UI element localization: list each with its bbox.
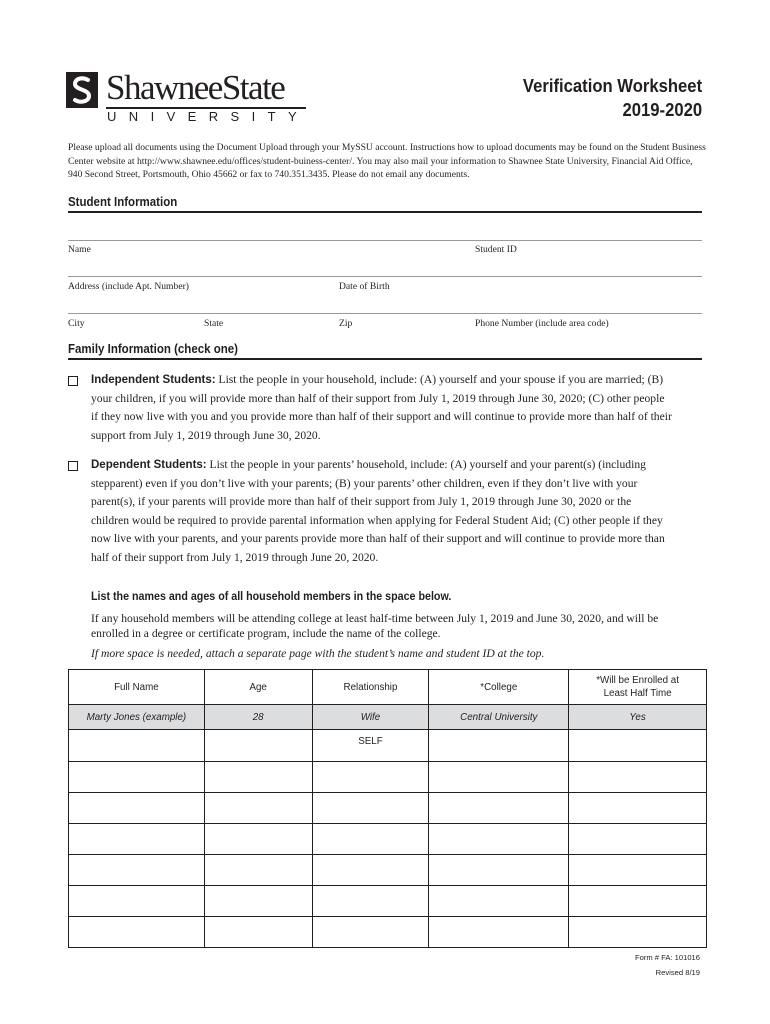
dependent-student-checkbox[interactable] bbox=[68, 461, 78, 471]
address-label: Address (include Apt. Number) bbox=[68, 281, 189, 292]
paragraph-line: Independent Students: List the people in your household, include: (A) yourself and your spouse if you are married; (B) bbox=[91, 373, 664, 386]
table-cell-input[interactable] bbox=[429, 917, 569, 948]
zip-label: Zip bbox=[339, 318, 353, 329]
paragraph-line: children would be required to provide parental information when applying for Federal Student Aid; (C) other people if they bbox=[91, 513, 663, 527]
table-row-example bbox=[69, 705, 707, 730]
table-cell-input[interactable] bbox=[569, 730, 707, 762]
paragraph-line: stepparent) even if you don’t live with your parents; (B) your parents’ other children, even if they don’t live with your bbox=[91, 476, 638, 490]
table-row bbox=[69, 762, 707, 793]
paragraph-line: parent(s), if your parents will provide more than half of their support from July 1, 2019 through June 30, 2020 or the bbox=[91, 495, 632, 508]
table-cell-input[interactable] bbox=[204, 917, 312, 948]
phone-number-label: Phone Number (include area code) bbox=[475, 318, 609, 329]
logo-name: ShawneeState bbox=[106, 68, 285, 107]
example-college: Central University bbox=[429, 705, 569, 730]
example-enrolled: Yes bbox=[569, 705, 707, 730]
paragraph-line: Dependent Students: List the people in your parents’ household, include: (A) yourself and your parent(s) (including bbox=[91, 458, 646, 471]
section-divider bbox=[68, 358, 702, 360]
column-header-enrolled: *Will be Enrolled at Least Half Time bbox=[569, 670, 707, 705]
document-title bbox=[503, 74, 702, 122]
table-row bbox=[69, 886, 707, 917]
column-header-age: Age bbox=[204, 670, 312, 705]
table-cell-input[interactable] bbox=[69, 730, 205, 762]
paragraph-line: half of their support from July 1, 2019 through June 20, 2020. bbox=[91, 550, 379, 564]
title-line-1: Verification Worksheet bbox=[522, 75, 702, 96]
city-field-line[interactable] bbox=[68, 313, 702, 314]
household-members-table bbox=[68, 669, 707, 948]
paragraph-line: your children, if you will provide more than half of their support from July 1, 2019 through June 30, 2020; (C) other people bbox=[91, 391, 665, 405]
revised-date: Revised 8/19 bbox=[655, 968, 700, 977]
table-cell-input[interactable] bbox=[429, 855, 569, 886]
table-cell-input[interactable] bbox=[204, 824, 312, 855]
column-header-relationship: Relationship bbox=[312, 670, 429, 705]
paragraph-line: If any household members will be attending college at least half-time between July 1, 2019 and June 30, 2020, and will be bbox=[91, 612, 659, 625]
table-cell-input[interactable] bbox=[69, 793, 205, 824]
household-list-heading: List the names and ages of all household members in the space below. bbox=[91, 591, 452, 603]
table-row bbox=[69, 793, 707, 824]
table-cell-input[interactable] bbox=[312, 824, 429, 855]
name-field-line[interactable] bbox=[68, 240, 702, 241]
household-instructions bbox=[91, 611, 705, 641]
table-cell-input[interactable] bbox=[429, 730, 569, 762]
table-cell-input[interactable] bbox=[204, 793, 312, 824]
table-cell-input[interactable] bbox=[312, 855, 429, 886]
form-number: Form # FA: 101016 bbox=[634, 953, 700, 962]
date-of-birth-label: Date of Birth bbox=[339, 281, 390, 292]
university-logo bbox=[66, 68, 310, 124]
student-id-label: Student ID bbox=[475, 244, 517, 255]
section-divider bbox=[68, 211, 702, 213]
paragraph-line: support from July 1, 2019 through June 30, 2020. bbox=[91, 428, 321, 442]
intro-line: Center website at http://www.shawnee.edu/offices/student-buiness-center/. You may also mail your information to Shawnee State University, Financial Aid Office, bbox=[68, 155, 693, 167]
city-label: City bbox=[68, 318, 85, 329]
table-cell-input[interactable] bbox=[204, 886, 312, 917]
table-cell-input[interactable] bbox=[69, 886, 205, 917]
paragraph-line: enrolled in a degree or certificate program, include the name of the college. bbox=[91, 627, 441, 640]
table-cell-input[interactable] bbox=[569, 855, 707, 886]
table-cell-input[interactable] bbox=[429, 762, 569, 793]
table-cell-input[interactable] bbox=[312, 793, 429, 824]
independent-student-paragraph bbox=[91, 371, 705, 445]
table-cell-input[interactable] bbox=[569, 793, 707, 824]
table-row bbox=[69, 824, 707, 855]
table-row bbox=[69, 917, 707, 948]
intro-line: Please upload all documents using the Document Upload through your MySSU account. Instructions how to upload documents may be found on the Student Business bbox=[68, 142, 706, 153]
table-row bbox=[69, 855, 707, 886]
example-full-name: Marty Jones (example) bbox=[69, 705, 205, 730]
example-relationship: Wife bbox=[312, 705, 429, 730]
dependent-student-paragraph bbox=[91, 456, 705, 567]
title-line-2: 2019-2020 bbox=[622, 99, 702, 120]
logo-subtitle: UNIVERSITY bbox=[107, 109, 310, 124]
example-age: 28 bbox=[204, 705, 312, 730]
shawnee-s-logo-icon bbox=[66, 72, 98, 108]
table-cell-input[interactable] bbox=[312, 886, 429, 917]
self-relationship: SELF bbox=[312, 730, 429, 762]
name-label: Name bbox=[68, 244, 91, 255]
table-cell-input[interactable] bbox=[312, 917, 429, 948]
dependent-student-lead: Dependent Students: bbox=[91, 459, 207, 471]
table-cell-input[interactable] bbox=[69, 824, 205, 855]
table-cell-input[interactable] bbox=[569, 824, 707, 855]
table-row-self bbox=[69, 730, 707, 762]
intro-line: 940 Second Street, Portsmouth, Ohio 45662 or fax to 740.351.3435. Please do not email any documents. bbox=[68, 169, 470, 180]
student-information-heading: Student Information bbox=[68, 195, 178, 209]
table-cell-input[interactable] bbox=[429, 793, 569, 824]
intro-paragraph bbox=[68, 141, 708, 182]
table-cell-input[interactable] bbox=[429, 886, 569, 917]
table-cell-input[interactable] bbox=[312, 762, 429, 793]
independent-student-lead: Independent Students: bbox=[91, 374, 216, 386]
table-cell-input[interactable] bbox=[569, 762, 707, 793]
paragraph-line: if they now live with you and you provide more than half of their support and will continue to provide more than half of their bbox=[91, 410, 672, 423]
table-cell-input[interactable] bbox=[569, 886, 707, 917]
household-note: If more space is needed, attach a separate page with the student’s name and student ID at the top. bbox=[91, 647, 545, 660]
table-cell-input[interactable] bbox=[569, 917, 707, 948]
table-header-row bbox=[69, 670, 707, 705]
table-cell-input[interactable] bbox=[69, 917, 205, 948]
state-label: State bbox=[204, 318, 224, 329]
address-field-line[interactable] bbox=[68, 276, 702, 277]
table-cell-input[interactable] bbox=[69, 762, 205, 793]
table-cell-input[interactable] bbox=[204, 730, 312, 762]
column-header-college: *College bbox=[429, 670, 569, 705]
independent-student-checkbox[interactable] bbox=[68, 376, 78, 386]
table-cell-input[interactable] bbox=[204, 855, 312, 886]
paragraph-line: now live with your parents, and your parents provide more than half of their support and will continue to provide more than bbox=[91, 532, 665, 545]
family-information-heading: Family Information (check one) bbox=[68, 342, 238, 356]
table-cell-input[interactable] bbox=[204, 762, 312, 793]
column-header-full-name: Full Name bbox=[69, 670, 205, 705]
table-cell-input[interactable] bbox=[429, 824, 569, 855]
table-cell-input[interactable] bbox=[69, 855, 205, 886]
